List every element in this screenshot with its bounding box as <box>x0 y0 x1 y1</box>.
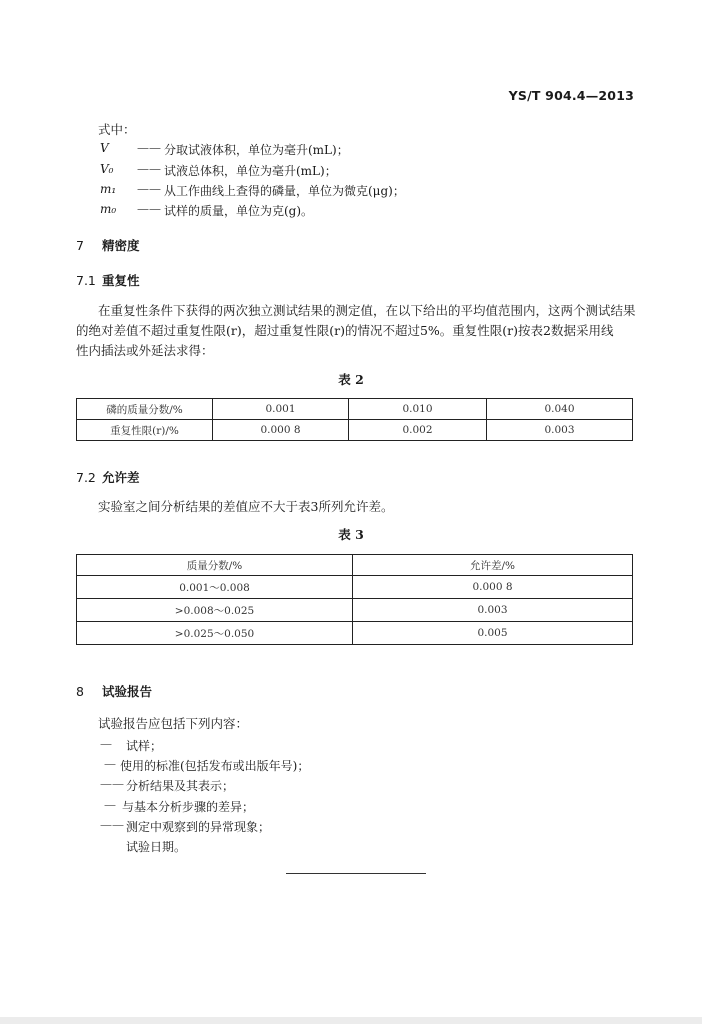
table-cell: 0.000 8 <box>213 420 349 441</box>
table-cell: 磷的质量分数/% <box>77 399 213 420</box>
table-cell: >0.008～0.025 <box>77 599 353 622</box>
table-cell: 0.003 <box>353 599 633 622</box>
section-title: 精密度 <box>102 238 140 253</box>
paragraph-line: 实验室之间分析结果的差值应不大于表3所列允许差。 <box>98 499 394 514</box>
section-7-heading <box>76 236 140 254</box>
table-3-caption: 表 3 <box>338 527 364 542</box>
table-3 <box>76 554 633 645</box>
table-cell: 0.001 <box>213 399 349 420</box>
def-desc: 从工作曲线上查得的磷量，单位为微克(μg)； <box>164 184 405 198</box>
list-item: 分析结果及其表示； <box>126 779 235 793</box>
table-2 <box>76 398 633 441</box>
table-cell: 重复性限(r)/% <box>77 420 213 441</box>
table-row <box>77 599 633 622</box>
table-header-cell: 允许差/% <box>353 555 633 576</box>
table-row <box>77 576 633 599</box>
list-item: 使用的标准(包括发布或出版年号)； <box>120 759 310 773</box>
paragraph-line: 试验报告应包括下列内容： <box>98 716 249 731</box>
def-row <box>100 162 520 180</box>
table-cell: 0.002 <box>349 420 487 441</box>
paragraph-line: 的绝对差值不超过重复性限(r)，超过重复性限(r)的情况不超过5%。重复性限(r)按表2数据采用线 <box>76 323 614 338</box>
table-header-cell: 质量分数/% <box>77 555 353 576</box>
def-dash: —— <box>137 202 161 216</box>
def-symbol: V₀ <box>100 162 114 176</box>
section-title: 试验报告 <box>102 684 153 699</box>
list-item: 与基本分析步骤的差异； <box>122 800 255 814</box>
def-desc: 试液总体积，单位为毫升(mL)； <box>164 164 337 178</box>
section-number: 7 <box>76 238 84 253</box>
list-dash: — <box>100 737 112 751</box>
section-title: 重复性 <box>102 273 140 288</box>
table-cell: 0.040 <box>487 399 633 420</box>
section-number: 7.1 <box>76 273 96 288</box>
section-number: 7.2 <box>76 470 96 485</box>
table-header-row <box>77 555 633 576</box>
list-dash: —— <box>100 818 124 832</box>
list-item: 试验日期。 <box>126 840 187 854</box>
def-symbol: V <box>100 141 109 155</box>
def-desc: 分取试液体积，单位为毫升(mL)； <box>164 143 349 157</box>
def-row <box>100 141 520 159</box>
table-cell: 0.000 8 <box>353 576 633 599</box>
table-2-caption: 表 2 <box>338 372 364 387</box>
def-symbol: m₀ <box>100 202 117 216</box>
table-cell: 0.001～0.008 <box>77 576 353 599</box>
def-desc: 试样的质量，单位为克(g)。 <box>164 204 314 218</box>
table-cell: >0.025～0.050 <box>77 622 353 645</box>
section-8-heading <box>76 682 152 700</box>
list-dash: — <box>104 798 116 812</box>
table-row <box>77 420 633 441</box>
formula-defs-intro: 式中： <box>98 122 136 137</box>
def-row <box>100 182 520 200</box>
def-row <box>100 202 520 220</box>
section-7-2-heading <box>76 468 140 486</box>
standard-code: YS/T 904.4—2013 <box>508 88 634 103</box>
table-cell: 0.005 <box>353 622 633 645</box>
section-7-1-heading <box>76 271 140 289</box>
paragraph-line: 性内插法或外延法求得： <box>76 343 214 358</box>
section-title: 允许差 <box>102 470 140 485</box>
list-item: 试样； <box>126 739 163 753</box>
def-dash: —— <box>137 141 161 155</box>
list-dash: — <box>104 757 116 771</box>
paragraph-line: 在重复性条件下获得的两次独立测试结果的测定值，在以下给出的平均值范围内，这两个测试结果 <box>98 303 636 318</box>
def-symbol: m₁ <box>100 182 117 196</box>
section-number: 8 <box>76 684 84 699</box>
list-item: 测定中观察到的异常现象； <box>126 820 271 834</box>
table-row <box>77 399 633 420</box>
page-bottom-edge <box>0 1017 702 1024</box>
def-dash: —— <box>137 182 161 196</box>
table-row <box>77 622 633 645</box>
list-dash: —— <box>100 777 124 791</box>
table-cell: 0.010 <box>349 399 487 420</box>
table-cell: 0.003 <box>487 420 633 441</box>
end-rule <box>286 873 426 874</box>
def-dash: —— <box>137 162 161 176</box>
